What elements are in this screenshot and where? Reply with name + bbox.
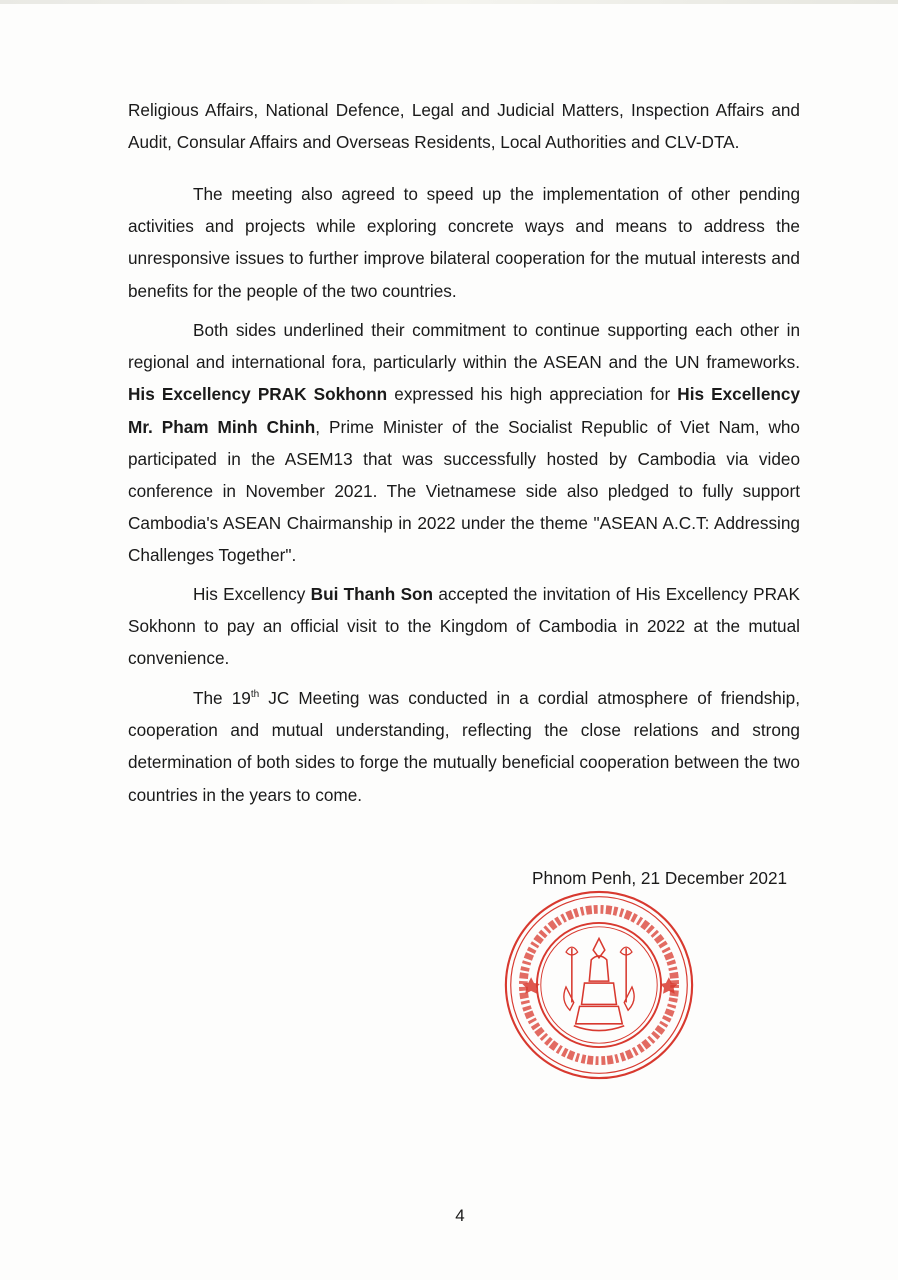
paragraph-commitment xyxy=(128,314,800,572)
name-pham-minh-chinh: His Excellency Mr. Pham Minh Chinh xyxy=(128,384,801,437)
ordinal-suffix: th xyxy=(250,689,260,700)
p3-text-c: expressed his high appreciation for xyxy=(387,384,678,405)
p5-text-a: The 19 xyxy=(193,688,251,708)
paragraph-invitation xyxy=(128,578,800,675)
paragraph-conclusion xyxy=(128,682,800,811)
page-number: 4 xyxy=(455,1206,465,1225)
p3-text-a: Both sides underlined their commitment to continue supporting each other in regional and international fora, particularly within the ASEAN and the UN frameworks. xyxy=(128,320,800,373)
official-seal-icon xyxy=(502,888,696,1082)
paragraph-pending-activities: The meeting also agreed to speed up the implementation of other pending activities and projects while exploring concrete ways and means to address the unresponsive issues to further improve bilateral cooperation for the mutual interests and benefits for the people of the two countries. xyxy=(128,184,800,301)
p5-text-b: JC Meeting was conducted in a cordial atmosphere of friendship, cooperation and mutual understanding, reflecting the close relations and strong determination of both sides to forge the mutually beneficial cooperation between the two countries in the years to come. xyxy=(128,688,801,805)
name-prak-sokhonn: His Excellency PRAK Sokhonn xyxy=(128,384,388,405)
p4-text-a: His Excellency xyxy=(193,584,311,604)
scan-edge xyxy=(0,0,898,4)
paragraph-continuation: Religious Affairs, National Defence, Legal and Judicial Matters, Inspection Affairs and Audit, Consular Affairs and Overseas Residents, Local Authorities and CLV-DTA. xyxy=(128,100,800,153)
p3-text-e: , Prime Minister of the Socialist Republic of Viet Nam, who participated in the ASEM13 that was successfully hosted by Cambodia via video conference in November 2021. The Vietnamese side also pledged to fully support Cambodia's ASEAN Chairmanship in 2022 under the theme "ASEAN A.C.T: Addressing Challenges Together". xyxy=(128,416,800,566)
place-and-date: Phnom Penh, 21 December 2021 xyxy=(532,868,788,888)
name-bui-thanh-son: Bui Thanh Son xyxy=(310,584,434,604)
p4-text-c: accepted the invitation of His Excellency PRAK Sokhonn to pay an official visit to the Kingdom of Cambodia in 2022 at the mutual convenience. xyxy=(128,584,800,669)
